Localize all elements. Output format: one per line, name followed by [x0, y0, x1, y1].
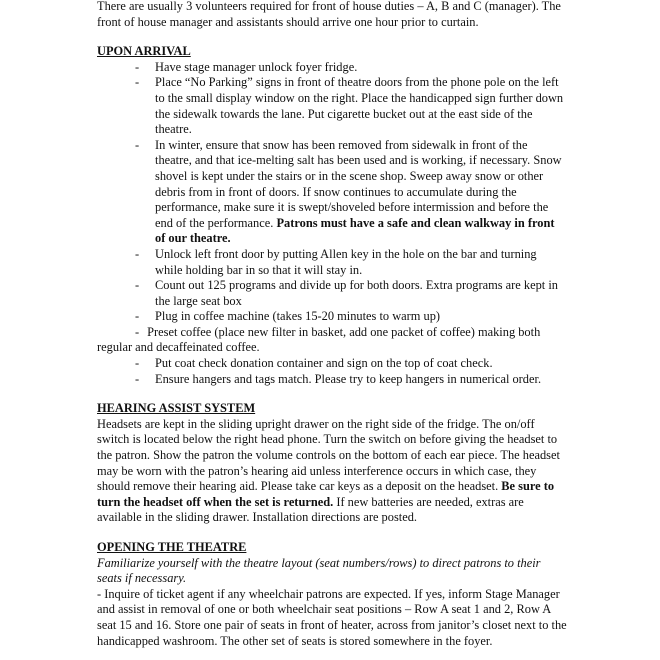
intro-paragraph: [97, 0, 567, 30]
list-item: [97, 356, 567, 372]
dash-marker: -: [135, 309, 140, 324]
arrival-list: [97, 60, 567, 387]
list-item: [97, 325, 567, 356]
list-item-text: Put coat check donation container and sign on the top of coat check.: [155, 356, 493, 371]
heading-upon-arrival: UPON ARRIVAL: [97, 44, 191, 59]
list-item-text: Count out 125 programs and divide up for both doors. Extra programs are kept in the large seat box: [155, 278, 558, 308]
opening-italic-note: Familiarize yourself with the theatre layout (seat numbers/rows) to direct patrons to their seats if necessary.: [97, 555, 541, 586]
dash-marker: -: [135, 75, 140, 90]
list-item: [97, 60, 567, 76]
section-upon-arrival: [97, 44, 567, 387]
opening-paragraph: - Inquire of ticket agent if any wheelchair patrons are expected. If yes, inform Stage Manager and assist in removal of one or both wheelchair seat positions – Row A seat 1 and 2, Row A seat 15 and 16. Store one pair of seats in front of heater, across from janitor’s closet next to the handicapped washroom. The other set of seats is stored somewhere in the foyer.: [97, 586, 567, 648]
list-item-text: Place “No Parking” signs in front of theatre doors from the phone pole on the left to the small display window on the right. Place the handicapped sign further down the sidewalk towards the lane. Put cigarette bucket out at the east side of the theatre.: [155, 75, 564, 137]
section-hearing-assist: [97, 401, 567, 526]
dash-marker: -: [135, 324, 140, 339]
dash-marker: -: [135, 137, 140, 152]
dash-marker: -: [135, 356, 140, 371]
section-opening-theatre: [97, 540, 567, 649]
hearing-text: Headsets are kept in the sliding upright drawer on the right side of the fridge. The on/off switch is located below the right head phone. Turn the switch on before giving the headset to the patron. Show the patron the volume controls on the bottom of each ear piece. The headset may be worn with the patron’s hearing aid unless interference occurs in which case, they should remove their hearing aid. Please take car keys as a deposit on the headset.: [97, 416, 560, 494]
list-item: [97, 247, 567, 278]
list-item-text: Plug in coffee machine (takes 15-20 minutes to warm up): [155, 309, 441, 324]
list-item: [97, 372, 567, 388]
hearing-paragraph: [97, 417, 567, 526]
intro-text: There are usually 3 volunteers required for front of house duties – A, B and C (manager). The front of house manager and assistants should arrive one hour prior to curtain.: [97, 0, 561, 29]
hearing-bold-text: Be sure to turn the headset off when the set is returned.: [97, 479, 555, 509]
heading-hearing-assist: HEARING ASSIST SYSTEM: [97, 401, 256, 416]
list-item-bold-text: Patrons must have a safe and clean walkway in front of our theatre.: [155, 215, 555, 246]
dash-marker: -: [135, 371, 140, 386]
list-item: [97, 138, 567, 247]
list-item-text: Ensure hangers and tags match. Please try to keep hangers in numerical order.: [155, 371, 542, 386]
list-item-text: Have stage manager unlock foyer fridge.: [155, 59, 358, 74]
dash-marker: -: [135, 59, 140, 74]
document-body: [97, 0, 567, 649]
dash-marker: -: [135, 278, 140, 293]
list-item-text: Preset coffee (place new filter in basket, add one packet of coffee) making both regular and decaffeinated coffee.: [97, 324, 541, 355]
list-item: [97, 75, 567, 137]
list-item-text: Unlock left front door by putting Allen key in the hole on the bar and turning while holding bar in so that it will stay in.: [155, 246, 537, 277]
hearing-text-continued: If new batteries are needed, extras are available in the sliding drawer. Installation directions are posted.: [97, 494, 524, 525]
heading-opening-theatre: OPENING THE THEATRE: [97, 540, 247, 554]
list-item: [97, 309, 567, 325]
dash-marker: -: [135, 246, 140, 261]
list-item: [97, 278, 567, 309]
list-item-text: In winter, ensure that snow has been removed from sidewalk in front of the theatre, and that ice-melting salt has been used and is working, if necessary. Snow shovel is kept under the stairs or in the scene shop. Sweep away snow or other debris from in front of doors. If snow continues to accumulate during the performance, make sure it is swept/shoveled before intermission and before the end of the performance.: [155, 137, 562, 230]
